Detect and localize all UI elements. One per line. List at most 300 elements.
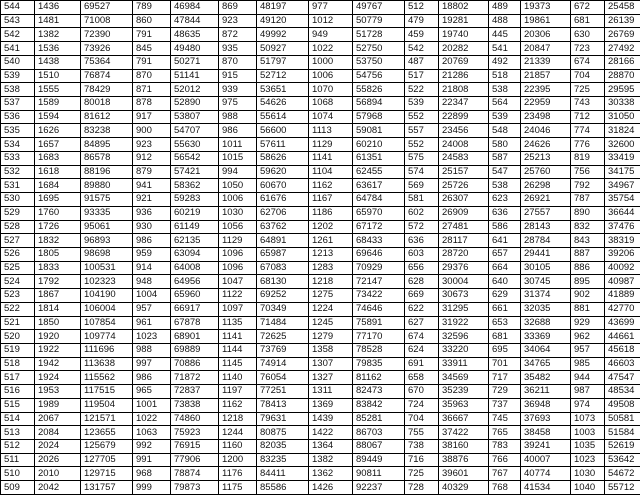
count-cell: 41889 [605, 289, 640, 303]
score-cell: 517 [1, 371, 35, 385]
count-cell: 487 [405, 55, 439, 69]
count-cell: 489 [489, 1, 521, 15]
count-cell: 939 [219, 83, 257, 97]
count-cell: 41534 [521, 481, 571, 495]
count-cell: 50271 [171, 55, 219, 69]
count-cell: 20306 [521, 28, 571, 42]
table-row [1, 206, 640, 220]
count-cell: 776 [571, 138, 605, 152]
count-cell: 31374 [521, 289, 571, 303]
count-cell: 57421 [171, 165, 219, 179]
count-cell: 84895 [81, 138, 133, 152]
count-cell: 54672 [605, 467, 640, 481]
count-cell: 572 [405, 220, 439, 234]
count-cell: 115562 [81, 371, 133, 385]
table-row [1, 357, 640, 371]
table-row [1, 1, 640, 15]
count-cell: 541 [489, 42, 521, 56]
count-cell: 48197 [257, 1, 309, 15]
count-cell: 79631 [257, 412, 309, 426]
count-cell: 717 [489, 371, 521, 385]
count-cell: 1224 [309, 302, 353, 316]
count-cell: 2067 [35, 412, 81, 426]
count-cell: 870 [219, 55, 257, 69]
count-cell: 44661 [605, 330, 640, 344]
count-cell: 670 [405, 385, 439, 399]
table-row [1, 481, 640, 495]
count-cell: 1162 [219, 398, 257, 412]
count-cell: 42770 [605, 302, 640, 316]
table-row [1, 275, 640, 289]
count-cell: 52012 [171, 83, 219, 97]
count-cell: 59620 [257, 165, 309, 179]
count-cell: 1626 [35, 124, 81, 138]
count-cell: 1056 [219, 220, 257, 234]
count-cell: 36948 [521, 398, 571, 412]
count-cell: 900 [133, 124, 171, 138]
count-cell: 30105 [521, 261, 571, 275]
count-cell: 47844 [171, 14, 219, 28]
count-cell: 774 [571, 124, 605, 138]
count-cell: 123655 [81, 426, 133, 440]
count-cell: 77251 [257, 385, 309, 399]
count-cell: 77170 [353, 330, 405, 344]
count-cell: 83235 [257, 453, 309, 467]
count-cell: 658 [405, 371, 439, 385]
count-cell: 131757 [81, 481, 133, 495]
score-cell: 531 [1, 179, 35, 193]
count-cell: 40329 [439, 481, 489, 495]
count-cell: 35239 [439, 385, 489, 399]
count-cell: 69527 [81, 1, 133, 15]
count-cell: 49992 [257, 28, 309, 42]
count-cell: 54626 [257, 97, 309, 111]
count-cell: 93335 [81, 206, 133, 220]
count-cell: 1197 [219, 385, 257, 399]
count-cell: 51728 [353, 28, 405, 42]
count-cell: 38319 [605, 234, 640, 248]
count-cell: 1684 [35, 179, 81, 193]
count-cell: 26139 [605, 14, 640, 28]
count-cell: 22395 [521, 83, 571, 97]
count-cell: 64784 [353, 193, 405, 207]
count-cell: 121571 [81, 412, 133, 426]
count-cell: 72390 [81, 28, 133, 42]
count-cell: 26921 [521, 193, 571, 207]
count-cell: 729 [489, 385, 521, 399]
count-cell: 887 [571, 247, 605, 261]
count-cell: 49508 [605, 398, 640, 412]
count-cell: 86578 [81, 151, 133, 165]
count-cell: 459 [405, 28, 439, 42]
count-cell: 923 [133, 138, 171, 152]
count-cell: 19861 [521, 14, 571, 28]
count-cell: 76915 [171, 440, 219, 454]
count-cell: 73769 [257, 343, 309, 357]
count-cell: 50581 [605, 412, 640, 426]
count-cell: 20769 [439, 55, 489, 69]
count-cell: 78429 [81, 83, 133, 97]
count-cell: 915 [219, 69, 257, 83]
count-cell: 45618 [605, 343, 640, 357]
count-cell: 28720 [439, 247, 489, 261]
count-cell: 641 [489, 234, 521, 248]
count-cell: 81612 [81, 110, 133, 124]
count-cell: 538 [489, 83, 521, 97]
count-cell: 977 [309, 1, 353, 15]
count-cell: 55614 [257, 110, 309, 124]
count-cell: 1213 [309, 247, 353, 261]
count-cell: 21339 [521, 55, 571, 69]
count-cell: 1141 [219, 330, 257, 344]
count-cell: 792 [571, 179, 605, 193]
count-cell: 91575 [81, 193, 133, 207]
count-cell: 768 [489, 481, 521, 495]
count-cell: 630 [571, 28, 605, 42]
table-row [1, 179, 640, 193]
count-cell: 74914 [257, 357, 309, 371]
count-cell: 68130 [257, 275, 309, 289]
count-cell: 53807 [171, 110, 219, 124]
count-cell: 117515 [81, 385, 133, 399]
count-cell: 587 [489, 151, 521, 165]
score-cell: 539 [1, 69, 35, 83]
count-cell: 869 [219, 1, 257, 15]
count-cell: 79873 [171, 481, 219, 495]
count-cell: 1001 [133, 398, 171, 412]
score-cell: 519 [1, 343, 35, 357]
count-cell: 52750 [353, 42, 405, 56]
count-cell: 674 [405, 330, 439, 344]
count-cell: 28870 [605, 69, 640, 83]
count-cell: 1283 [309, 261, 353, 275]
count-cell: 1113 [309, 124, 353, 138]
count-cell: 1439 [309, 412, 353, 426]
count-cell: 1953 [35, 385, 81, 399]
count-cell: 1104 [309, 165, 353, 179]
count-cell: 29595 [605, 83, 640, 97]
count-cell: 1279 [309, 330, 353, 344]
count-cell: 1989 [35, 398, 81, 412]
count-cell: 725 [571, 83, 605, 97]
count-cell: 37476 [605, 220, 640, 234]
count-cell: 34569 [439, 371, 489, 385]
count-cell: 82473 [353, 385, 405, 399]
table-body [1, 1, 640, 495]
count-cell: 113638 [81, 357, 133, 371]
count-cell: 36667 [439, 412, 489, 426]
count-cell: 723 [571, 42, 605, 56]
count-cell: 1200 [219, 453, 257, 467]
count-cell: 33419 [605, 151, 640, 165]
count-cell: 48534 [605, 385, 640, 399]
count-cell: 1683 [35, 151, 81, 165]
count-cell: 64891 [257, 234, 309, 248]
count-cell: 653 [489, 316, 521, 330]
count-cell: 879 [133, 165, 171, 179]
count-cell: 102323 [81, 275, 133, 289]
score-cell: 518 [1, 357, 35, 371]
score-cell: 540 [1, 55, 35, 69]
count-cell: 923 [219, 14, 257, 28]
count-cell: 40987 [605, 275, 640, 289]
score-cell: 524 [1, 275, 35, 289]
score-cell: 529 [1, 206, 35, 220]
count-cell: 1122 [219, 289, 257, 303]
count-cell: 88196 [81, 165, 133, 179]
count-cell: 603 [405, 247, 439, 261]
count-cell: 69252 [257, 289, 309, 303]
count-cell: 681 [489, 330, 521, 344]
count-cell: 25760 [521, 165, 571, 179]
count-cell: 1244 [219, 426, 257, 440]
score-cell: 526 [1, 247, 35, 261]
count-cell: 64008 [171, 261, 219, 275]
count-cell: 56894 [353, 97, 405, 111]
count-cell: 1358 [309, 343, 353, 357]
count-cell: 26307 [439, 193, 489, 207]
table-row [1, 110, 640, 124]
count-cell: 623 [489, 193, 521, 207]
count-cell: 57968 [353, 110, 405, 124]
count-cell: 1003 [571, 426, 605, 440]
count-cell: 32035 [521, 302, 571, 316]
count-cell: 34765 [521, 357, 571, 371]
count-cell: 37693 [521, 412, 571, 426]
count-cell: 914 [133, 261, 171, 275]
count-cell: 791 [133, 28, 171, 42]
count-cell: 104190 [81, 289, 133, 303]
count-cell: 564 [489, 97, 521, 111]
count-cell: 959 [133, 247, 171, 261]
count-cell: 575 [405, 151, 439, 165]
count-cell: 71484 [257, 316, 309, 330]
count-cell: 1073 [571, 412, 605, 426]
count-cell: 974 [571, 398, 605, 412]
table-row [1, 42, 640, 56]
count-cell: 46603 [605, 357, 640, 371]
count-cell: 63617 [353, 179, 405, 193]
count-cell: 949 [309, 28, 353, 42]
count-cell: 49480 [171, 42, 219, 56]
count-cell: 1145 [219, 357, 257, 371]
table-row [1, 371, 640, 385]
count-cell: 24583 [439, 151, 489, 165]
count-cell: 517 [405, 69, 439, 83]
count-cell: 78874 [171, 467, 219, 481]
count-cell: 90811 [353, 467, 405, 481]
count-cell: 1792 [35, 275, 81, 289]
count-cell: 60219 [171, 206, 219, 220]
count-cell: 1015 [219, 151, 257, 165]
table-row [1, 261, 640, 275]
count-cell: 29376 [439, 261, 489, 275]
count-cell: 19373 [521, 1, 571, 15]
count-cell: 20847 [521, 42, 571, 56]
count-cell: 574 [405, 165, 439, 179]
count-cell: 33220 [439, 343, 489, 357]
count-cell: 957 [571, 343, 605, 357]
count-cell: 21857 [521, 69, 571, 83]
count-cell: 1096 [219, 261, 257, 275]
count-cell: 1307 [309, 357, 353, 371]
count-cell: 581 [405, 193, 439, 207]
count-cell: 728 [405, 481, 439, 495]
count-cell: 34064 [521, 343, 571, 357]
count-cell: 988 [133, 343, 171, 357]
count-cell: 962 [571, 330, 605, 344]
count-cell: 79835 [353, 357, 405, 371]
count-cell: 935 [219, 42, 257, 56]
count-cell: 542 [405, 42, 439, 56]
count-cell: 50927 [257, 42, 309, 56]
count-cell: 84411 [257, 467, 309, 481]
count-cell: 1070 [309, 83, 353, 97]
score-cell: 522 [1, 302, 35, 316]
count-cell: 1695 [35, 193, 81, 207]
count-cell: 70349 [257, 302, 309, 316]
count-cell: 791 [133, 55, 171, 69]
count-cell: 1245 [309, 316, 353, 330]
count-cell: 54707 [171, 124, 219, 138]
count-cell: 1833 [35, 261, 81, 275]
count-cell: 1023 [133, 330, 171, 344]
count-cell: 1011 [219, 138, 257, 152]
count-cell: 716 [405, 453, 439, 467]
score-cell: 516 [1, 385, 35, 399]
count-cell: 83238 [81, 124, 133, 138]
count-cell: 21286 [439, 69, 489, 83]
table-row [1, 97, 640, 111]
count-cell: 27557 [521, 206, 571, 220]
count-cell: 1022 [309, 42, 353, 56]
count-cell: 64956 [171, 275, 219, 289]
table-row [1, 124, 640, 138]
count-cell: 704 [405, 412, 439, 426]
table-row [1, 385, 640, 399]
count-cell: 80875 [257, 426, 309, 440]
score-cell: 530 [1, 193, 35, 207]
count-cell: 961 [133, 316, 171, 330]
count-cell: 60670 [257, 179, 309, 193]
count-cell: 1047 [219, 275, 257, 289]
count-cell: 22347 [439, 97, 489, 111]
count-cell: 56542 [171, 151, 219, 165]
count-cell: 640 [489, 275, 521, 289]
count-cell: 1097 [219, 302, 257, 316]
count-cell: 106004 [81, 302, 133, 316]
count-cell: 67878 [171, 316, 219, 330]
count-cell: 664 [489, 261, 521, 275]
table-row [1, 289, 640, 303]
count-cell: 54756 [353, 69, 405, 83]
table-row [1, 83, 640, 97]
count-cell: 1814 [35, 302, 81, 316]
count-cell: 2084 [35, 426, 81, 440]
count-cell: 629 [489, 289, 521, 303]
count-cell: 38458 [521, 426, 571, 440]
score-cell: 515 [1, 398, 35, 412]
count-cell: 1176 [219, 467, 257, 481]
count-cell: 67172 [353, 220, 405, 234]
count-cell: 36211 [521, 385, 571, 399]
count-cell: 95061 [81, 220, 133, 234]
count-cell: 1311 [309, 385, 353, 399]
count-cell: 77906 [171, 453, 219, 467]
count-cell: 1426 [309, 481, 353, 495]
count-cell: 745 [489, 412, 521, 426]
count-cell: 627 [405, 316, 439, 330]
count-cell: 38160 [439, 440, 489, 454]
count-cell: 681 [571, 14, 605, 28]
count-cell: 61149 [171, 220, 219, 234]
count-cell: 39206 [605, 247, 640, 261]
count-cell: 74860 [171, 412, 219, 426]
count-cell: 68433 [353, 234, 405, 248]
count-cell: 73926 [81, 42, 133, 56]
score-cell: 537 [1, 97, 35, 111]
count-cell: 1261 [309, 234, 353, 248]
count-cell: 917 [133, 110, 171, 124]
count-cell: 538 [489, 179, 521, 193]
count-cell: 40007 [521, 453, 571, 467]
count-cell: 672 [571, 1, 605, 15]
count-cell: 51584 [605, 426, 640, 440]
table-row [1, 316, 640, 330]
count-cell: 2026 [35, 453, 81, 467]
table-row [1, 234, 640, 248]
count-cell: 96893 [81, 234, 133, 248]
count-cell: 69646 [353, 247, 405, 261]
count-cell: 39601 [439, 467, 489, 481]
table-row [1, 343, 640, 357]
count-cell: 2024 [35, 440, 81, 454]
count-cell: 53750 [353, 55, 405, 69]
count-cell: 75923 [171, 426, 219, 440]
count-cell: 46984 [171, 1, 219, 15]
count-cell: 1218 [309, 275, 353, 289]
count-cell: 994 [219, 165, 257, 179]
count-cell: 756 [571, 165, 605, 179]
count-cell: 586 [489, 220, 521, 234]
count-cell: 968 [133, 467, 171, 481]
count-cell: 49120 [257, 14, 309, 28]
count-cell: 73838 [171, 398, 219, 412]
count-cell: 25726 [439, 179, 489, 193]
count-cell: 83842 [353, 398, 405, 412]
count-cell: 28143 [521, 220, 571, 234]
table-row [1, 330, 640, 344]
count-cell: 965 [133, 385, 171, 399]
table-row [1, 220, 640, 234]
count-cell: 85586 [257, 481, 309, 495]
table-row [1, 55, 640, 69]
count-cell: 1922 [35, 343, 81, 357]
count-cell: 1006 [219, 193, 257, 207]
count-cell: 75891 [353, 316, 405, 330]
table-row [1, 138, 640, 152]
count-cell: 552 [405, 138, 439, 152]
count-cell: 30338 [605, 97, 640, 111]
count-cell: 1438 [35, 55, 81, 69]
count-cell: 1436 [35, 1, 81, 15]
count-cell: 119504 [81, 398, 133, 412]
count-cell: 33369 [521, 330, 571, 344]
count-cell: 59283 [171, 193, 219, 207]
score-cell: 527 [1, 234, 35, 248]
count-cell: 661 [489, 302, 521, 316]
count-cell: 1050 [219, 179, 257, 193]
